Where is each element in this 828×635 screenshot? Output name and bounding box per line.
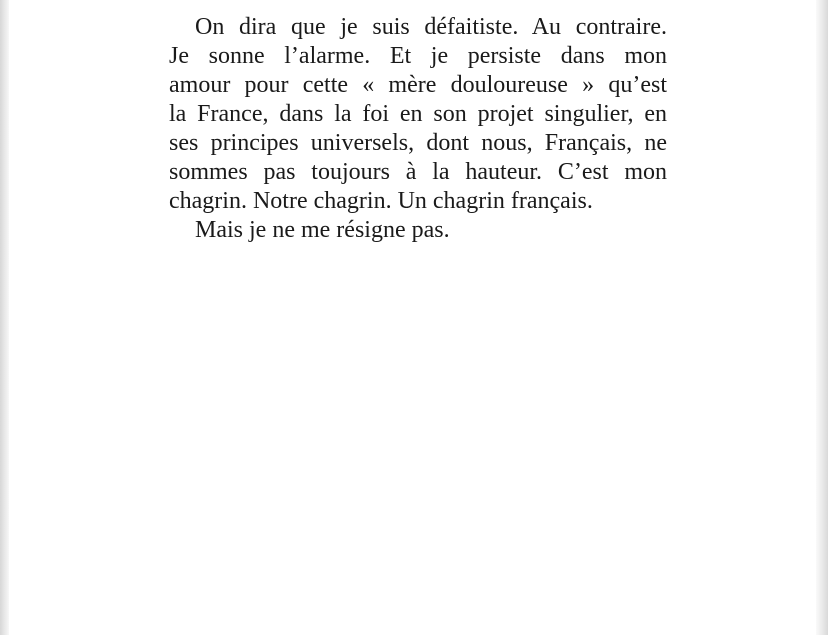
- paragraph-1-line-4: la France, dans la foi en son projet singulier, en: [169, 101, 667, 127]
- paragraph-1-line-7: chagrin. Notre chagrin. Un chagrin français.: [169, 188, 593, 214]
- paragraph-1-line-5: ses principes universels, dont nous, Français, ne: [169, 130, 667, 156]
- paragraph-2-line-1: Mais je ne me résigne pas.: [195, 217, 450, 243]
- page-left-edge: [0, 0, 9, 635]
- paragraph-1-line-6: sommes pas toujours à la hauteur. C’est mon: [169, 159, 667, 185]
- paragraph-1-line-2: Je sonne l’alarme. Et je persiste dans mon: [169, 43, 667, 69]
- paragraph-1-line-3: amour pour cette « mère douloureuse » qu’est: [169, 72, 667, 98]
- paragraph-1: [169, 13, 667, 216]
- paragraph-2: [169, 216, 667, 245]
- book-page: [9, 0, 816, 635]
- paragraph-1-line-1: On dira que je suis défaitiste. Au contraire.: [195, 14, 667, 40]
- text-block: [169, 13, 667, 245]
- page-right-edge: [816, 0, 828, 635]
